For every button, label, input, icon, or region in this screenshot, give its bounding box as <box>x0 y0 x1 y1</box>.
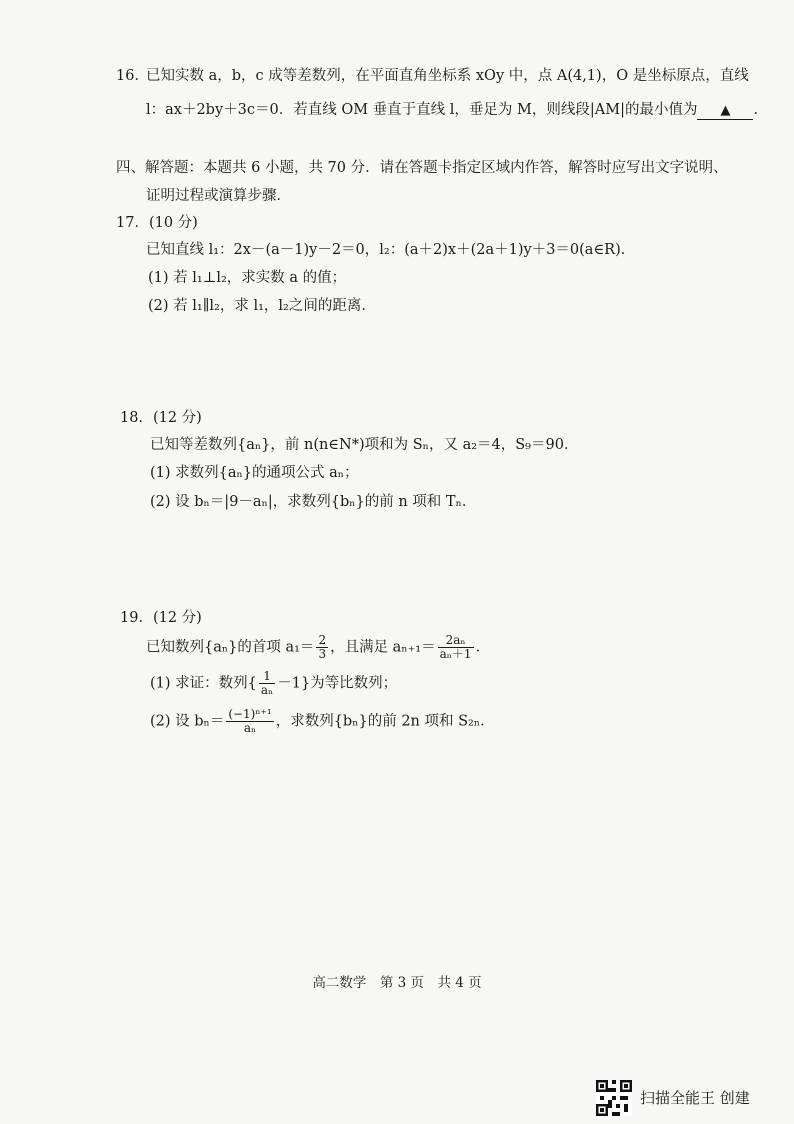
q19-part1 <box>150 670 397 697</box>
q19-stem-a: 已知数列{aₙ}的首项 a₁＝ <box>146 639 315 656</box>
q18-header: 18．(12 分) <box>120 410 202 426</box>
triangle-icon: ▲ <box>720 103 731 118</box>
fraction-reciprocal-num: 1 <box>259 670 275 684</box>
q18-part2: (2) 设 bₙ＝|9－aₙ|，求数列{bₙ}的前 n 项和 Tₙ． <box>150 494 477 510</box>
q19-part2 <box>150 708 495 735</box>
q19-part1-b: －1}为等比数列； <box>277 675 398 692</box>
fraction-a1 <box>316 634 328 661</box>
fraction-bn-den: aₙ <box>243 721 257 735</box>
section4-line1: 四、解答题：本题共 6 小题，共 70 分．请在答题卡指定区域内作答，解答时应写出文字说明、 <box>116 160 728 176</box>
q16-line2-text: l：ax＋2by＋3c＝0．若直线 OM 垂直于直线 l，垂足为 M，则线段|AM|的最小值为 <box>146 102 698 118</box>
section4-line2: 证明过程或演算步骤． <box>146 188 291 204</box>
page-footer: 高二数学 第 3 页 共 4 页 <box>312 975 482 991</box>
fraction-recurrence-den: aₙ＋1 <box>439 647 472 661</box>
q16-number: 16． <box>116 68 149 84</box>
q16-line2 <box>146 100 768 120</box>
q19-part1-a: (1) 求证：数列{ <box>150 675 257 692</box>
q19-part2-b: ，求数列{bₙ}的前 2n 项和 S₂ₙ． <box>275 713 495 730</box>
fraction-bn <box>226 708 273 735</box>
q17-part2: (2) 若 l₁∥l₂，求 l₁，l₂之间的距离． <box>148 298 376 314</box>
q17-stem: 已知直线 l₁：2x－(a－1)y－2＝0，l₂：(a＋2)x＋(2a＋1)y＋3＝0(a∈R)． <box>146 242 636 258</box>
q16-line1: 已知实数 a，b，c 成等差数列，在平面直角坐标系 xOy 中，点 A(4,1)，O 是坐标原点，直线 <box>146 68 749 84</box>
answer-blank <box>697 103 753 120</box>
fraction-reciprocal <box>259 670 275 697</box>
qr-code-icon <box>596 1080 632 1116</box>
fraction-a1-den: 3 <box>318 647 327 661</box>
q19-header: 19．(12 分) <box>120 610 202 626</box>
fraction-recurrence-num: 2aₙ <box>438 634 474 648</box>
q19-part2-a: (2) 设 bₙ＝ <box>150 713 225 730</box>
fraction-a1-num: 2 <box>318 633 327 647</box>
q19-stem <box>146 634 490 661</box>
fraction-bn-num: (−1)ⁿ⁺¹ <box>228 707 272 721</box>
q17-part1: (1) 若 l₁⊥l₂，求实数 a 的值； <box>148 270 347 286</box>
q19-stem-end: ． <box>475 639 491 656</box>
fraction-reciprocal-den: aₙ <box>260 683 274 697</box>
scanner-watermark: 扫描全能王 创建 <box>640 1089 750 1107</box>
fraction-recurrence <box>438 634 474 661</box>
q19-stem-b: ，且满足 aₙ₊₁＝ <box>330 639 436 656</box>
q17-header: 17．(10 分) <box>116 215 198 231</box>
q18-stem: 已知等差数列{aₙ}，前 n(n∈N*)项和为 Sₙ，又 a₂＝4，S₉＝90． <box>150 437 579 453</box>
q18-part1: (1) 求数列{aₙ}的通项公式 aₙ； <box>150 465 359 481</box>
q16-line2-end: ． <box>753 102 768 118</box>
